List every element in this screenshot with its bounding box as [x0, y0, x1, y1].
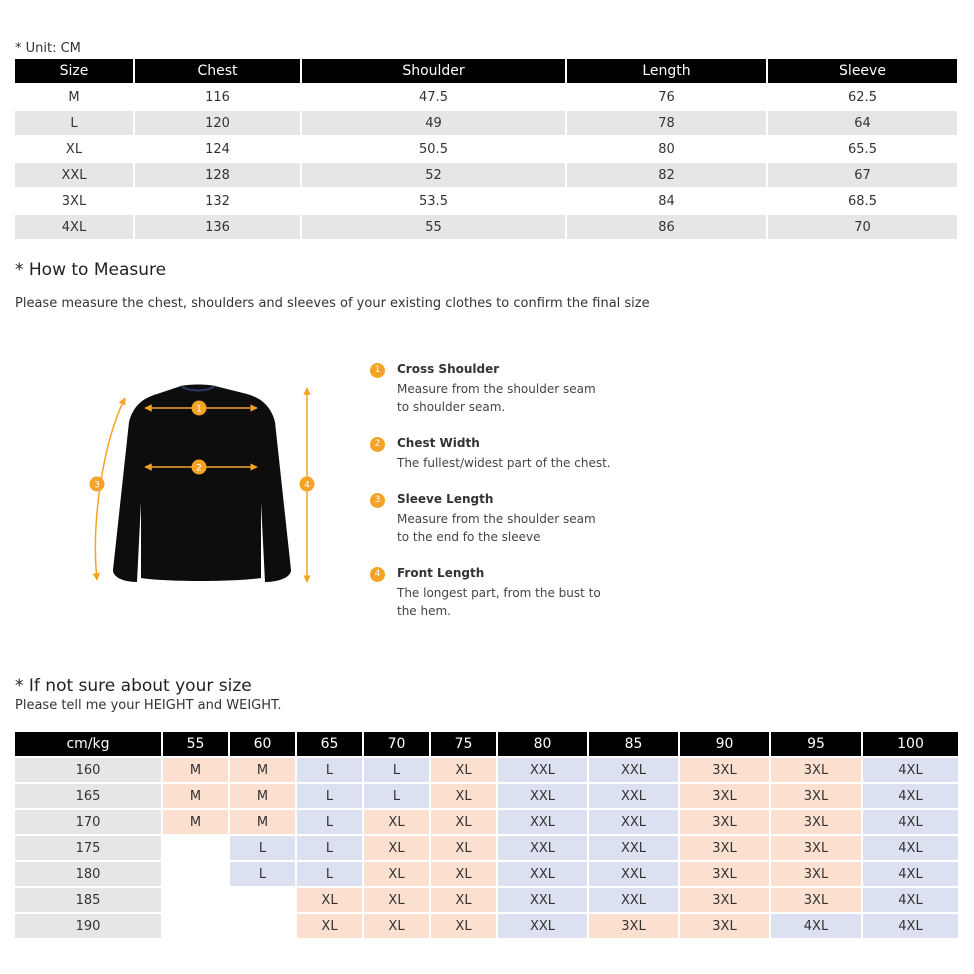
- size-cell: XL: [430, 887, 497, 913]
- table-row: [15, 887, 958, 913]
- table-cell: 64: [767, 110, 957, 136]
- size-cell: 4XL: [770, 913, 862, 938]
- table-cell: 116: [134, 84, 301, 110]
- size-cell: XL: [363, 809, 430, 835]
- legend-description: [397, 380, 596, 416]
- table-cell: 62.5: [767, 84, 957, 110]
- size-cell: XXL: [588, 809, 679, 835]
- size-guide-subtitle: Please tell me your HEIGHT and WEIGHT.: [15, 698, 282, 713]
- size-cell: L: [363, 783, 430, 809]
- table-cell: 70: [767, 214, 957, 239]
- legend-title: Front Length: [397, 566, 485, 580]
- table-cell: 128: [134, 162, 301, 188]
- legend-line: Measure from the shoulder seam: [397, 382, 596, 396]
- size-cell: 4XL: [862, 757, 958, 783]
- table-cell: 84: [566, 188, 767, 214]
- column-header: 80: [497, 732, 588, 757]
- size-cell: XXL: [588, 861, 679, 887]
- legend-line: to shoulder seam.: [397, 400, 506, 414]
- size-cell: 4XL: [862, 913, 958, 938]
- size-cell: [162, 913, 229, 938]
- height-cell: 185: [15, 887, 162, 913]
- unit-note: * Unit: CM: [15, 41, 81, 56]
- legend-line: to the end fo the sleeve: [397, 530, 541, 544]
- size-cell: [229, 913, 296, 938]
- column-header: 70: [363, 732, 430, 757]
- table-cell: 86: [566, 214, 767, 239]
- column-header: cm/kg: [15, 732, 162, 757]
- size-cell: XL: [430, 809, 497, 835]
- size-cell: 3XL: [679, 887, 770, 913]
- size-cell: XXL: [588, 835, 679, 861]
- table-cell: 49: [301, 110, 566, 136]
- size-cell: L: [229, 861, 296, 887]
- column-header: 75: [430, 732, 497, 757]
- size-cell: L: [229, 835, 296, 861]
- size-cell: 3XL: [770, 809, 862, 835]
- size-cell: L: [363, 757, 430, 783]
- svg-text:3: 3: [94, 480, 100, 491]
- size-cell: XL: [430, 913, 497, 938]
- size-cell: XL: [363, 887, 430, 913]
- size-cell: XXL: [588, 783, 679, 809]
- size-cell: XL: [430, 783, 497, 809]
- legend-line: the hem.: [397, 604, 451, 618]
- size-cell: [162, 861, 229, 887]
- column-header: 95: [770, 732, 862, 757]
- size-cell: XXL: [497, 757, 588, 783]
- size-cell: M: [162, 809, 229, 835]
- svg-text:2: 2: [196, 463, 202, 474]
- size-cell: M: [162, 757, 229, 783]
- how-to-measure-title: * How to Measure: [15, 260, 167, 280]
- marker-4: [300, 477, 315, 492]
- table-cell: L: [15, 110, 134, 136]
- size-cell: XL: [430, 835, 497, 861]
- table-cell: 50.5: [301, 136, 566, 162]
- height-cell: 165: [15, 783, 162, 809]
- table-cell: XXL: [15, 162, 134, 188]
- size-cell: XXL: [497, 783, 588, 809]
- size-cell: L: [296, 809, 363, 835]
- table-cell: 55: [301, 214, 566, 239]
- table-cell: M: [15, 84, 134, 110]
- size-cell: XXL: [497, 835, 588, 861]
- marker-3: [90, 477, 105, 492]
- height-weight-table: [15, 732, 958, 938]
- size-cell: 3XL: [679, 809, 770, 835]
- size-cell: XL: [363, 861, 430, 887]
- how-to-measure-description: Please measure the chest, shoulders and sleeves of your existing clothes to confirm the final size: [15, 296, 650, 311]
- table-cell: 4XL: [15, 214, 134, 239]
- table-cell: 68.5: [767, 188, 957, 214]
- table-cell: 120: [134, 110, 301, 136]
- badge-4: 4: [370, 567, 385, 582]
- table-row: [15, 913, 958, 938]
- size-cell: L: [296, 835, 363, 861]
- height-cell: 180: [15, 861, 162, 887]
- size-cell: 4XL: [862, 887, 958, 913]
- legend-line: The longest part, from the bust to: [397, 586, 601, 600]
- badge-3: 3: [370, 493, 385, 508]
- table-row: [15, 188, 957, 214]
- size-cell: 3XL: [770, 783, 862, 809]
- column-header: Length: [566, 59, 767, 84]
- size-cell: M: [229, 809, 296, 835]
- size-cell: 3XL: [770, 887, 862, 913]
- table-cell: 53.5: [301, 188, 566, 214]
- table-row: [15, 757, 958, 783]
- size-cell: 3XL: [679, 783, 770, 809]
- table-row: [15, 835, 958, 861]
- table-cell: 80: [566, 136, 767, 162]
- size-cell: [229, 887, 296, 913]
- table-cell: 136: [134, 214, 301, 239]
- size-cell: 4XL: [862, 861, 958, 887]
- badge-2: 2: [370, 437, 385, 452]
- table-cell: 76: [566, 84, 767, 110]
- column-header: 60: [229, 732, 296, 757]
- size-cell: [162, 887, 229, 913]
- column-header: Chest: [134, 59, 301, 84]
- legend-description: [397, 510, 596, 546]
- column-header: Size: [15, 59, 134, 84]
- sweater-measurement-diagram: [85, 382, 325, 592]
- column-header: Shoulder: [301, 59, 566, 84]
- size-cell: 3XL: [679, 835, 770, 861]
- size-cell: [162, 835, 229, 861]
- table-cell: 52: [301, 162, 566, 188]
- legend-description: [397, 584, 601, 620]
- column-header: 85: [588, 732, 679, 757]
- table-row: [15, 861, 958, 887]
- table-row: [15, 783, 958, 809]
- size-cell: L: [296, 757, 363, 783]
- size-cell: XL: [296, 887, 363, 913]
- size-cell: XXL: [588, 887, 679, 913]
- column-header: 100: [862, 732, 958, 757]
- legend-title: Chest Width: [397, 436, 480, 450]
- size-guide-title: * If not sure about your size: [15, 676, 252, 696]
- table-cell: 65.5: [767, 136, 957, 162]
- size-cell: XL: [363, 913, 430, 938]
- size-cell: XXL: [497, 809, 588, 835]
- legend-description: [397, 454, 611, 472]
- table-cell: 3XL: [15, 188, 134, 214]
- size-cell: XXL: [497, 887, 588, 913]
- column-header: 90: [679, 732, 770, 757]
- size-cell: 3XL: [679, 757, 770, 783]
- legend-title: Cross Shoulder: [397, 362, 500, 376]
- size-cell: M: [229, 757, 296, 783]
- size-cell: XXL: [588, 757, 679, 783]
- table-cell: 124: [134, 136, 301, 162]
- table-cell: 82: [566, 162, 767, 188]
- size-cell: XL: [363, 835, 430, 861]
- size-cell: XXL: [497, 913, 588, 938]
- table-row: [15, 214, 957, 239]
- svg-text:4: 4: [304, 480, 310, 491]
- column-header: Sleeve: [767, 59, 957, 84]
- size-cell: L: [296, 783, 363, 809]
- table-row: [15, 110, 957, 136]
- size-cell: M: [229, 783, 296, 809]
- size-cell: 3XL: [770, 861, 862, 887]
- size-cell: XXL: [497, 861, 588, 887]
- size-cell: 3XL: [679, 861, 770, 887]
- size-cell: 4XL: [862, 835, 958, 861]
- table-row: [15, 809, 958, 835]
- size-cell: XL: [430, 757, 497, 783]
- height-cell: 170: [15, 809, 162, 835]
- size-cell: L: [296, 861, 363, 887]
- height-cell: 160: [15, 757, 162, 783]
- legend-title: Sleeve Length: [397, 492, 494, 506]
- size-cell: 3XL: [770, 835, 862, 861]
- legend-line: Measure from the shoulder seam: [397, 512, 596, 526]
- svg-text:1: 1: [196, 404, 202, 415]
- height-cell: 175: [15, 835, 162, 861]
- size-cell: 4XL: [862, 809, 958, 835]
- size-cell: 3XL: [770, 757, 862, 783]
- table-cell: 47.5: [301, 84, 566, 110]
- table-cell: 67: [767, 162, 957, 188]
- legend-line: The fullest/widest part of the chest.: [397, 456, 611, 470]
- marker-1: [192, 401, 207, 416]
- size-cell: 3XL: [679, 913, 770, 938]
- table-cell: 78: [566, 110, 767, 136]
- size-cell: M: [162, 783, 229, 809]
- column-header: 65: [296, 732, 363, 757]
- table-row: [15, 136, 957, 162]
- size-cell: 3XL: [588, 913, 679, 938]
- table-row: [15, 84, 957, 110]
- table-cell: XL: [15, 136, 134, 162]
- column-header: 55: [162, 732, 229, 757]
- size-cell: 4XL: [862, 783, 958, 809]
- size-cell: XL: [430, 861, 497, 887]
- badge-1: 1: [370, 363, 385, 378]
- height-cell: 190: [15, 913, 162, 938]
- table-row: [15, 162, 957, 188]
- table-cell: 132: [134, 188, 301, 214]
- marker-2: [192, 460, 207, 475]
- size-table: [15, 59, 957, 239]
- size-cell: XL: [296, 913, 363, 938]
